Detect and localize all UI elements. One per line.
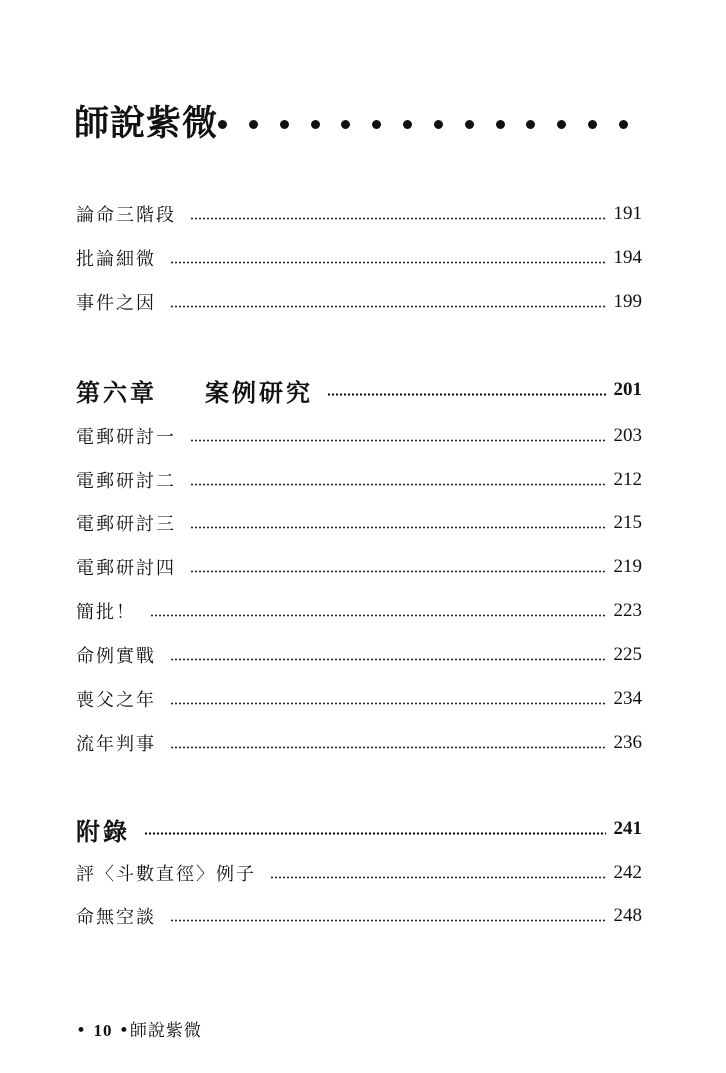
toc-entry-title: 論命三階段 (76, 205, 176, 226)
toc-entry-title: 事件之因 (76, 293, 156, 314)
toc-entry-title: 電郵研討四 (76, 558, 176, 579)
dot-leader (190, 483, 606, 486)
toc-entry (76, 244, 642, 272)
leader-dot (526, 120, 535, 129)
chapter-name: 案例研究 (205, 377, 313, 407)
dot-leader (190, 526, 606, 529)
dot-leader (190, 570, 606, 573)
appendix-heading (76, 815, 642, 846)
chapter-heading (76, 376, 642, 407)
leader-dot (557, 120, 566, 129)
leader-dot (311, 120, 320, 129)
toc-entry-page: 219 (613, 556, 642, 577)
leader-dot (434, 120, 443, 129)
leader-dot (465, 120, 474, 129)
chapter-title (76, 373, 327, 408)
dot-leader (170, 305, 606, 308)
toc-entry-page: 236 (613, 732, 642, 753)
dot-leader (170, 746, 606, 749)
toc-entry (76, 200, 642, 228)
footer-book-title: 師說紫微 (129, 1021, 202, 1041)
footer-bullet: • (76, 1021, 88, 1041)
toc-entry-title: 評〈斗數直徑〉例子 (76, 864, 256, 885)
appendix-title: 附錄 (76, 816, 130, 846)
toc-entry-page: 199 (613, 291, 642, 312)
dot-leader (327, 393, 606, 396)
toc-entry (76, 597, 642, 625)
toc-entry-page: 223 (613, 600, 642, 621)
leader-dot (588, 120, 597, 129)
toc-entry-title: 批論細微 (76, 249, 156, 270)
toc-entry-title: 電郵研討三 (76, 514, 176, 535)
title-dot-leader (218, 104, 628, 144)
dot-leader (144, 832, 606, 835)
toc-entry (76, 422, 642, 450)
toc-entry-title: 流年判事 (76, 734, 156, 755)
leader-dot (403, 120, 412, 129)
leader-dot (619, 120, 628, 129)
dot-leader (190, 439, 606, 442)
toc-entry-page: 191 (613, 203, 642, 224)
dot-leader (190, 217, 606, 220)
toc-entry (76, 641, 642, 669)
toc-entry-title: 電郵研討二 (76, 471, 176, 492)
toc-entry-page: 212 (613, 469, 642, 490)
toc-entry-title: 電郵研討一 (76, 427, 176, 448)
dot-leader (170, 919, 606, 922)
toc-entry (76, 553, 642, 581)
toc-entry-title: 喪父之年 (76, 690, 156, 711)
toc-entry (76, 685, 642, 713)
toc-entry-page: 234 (613, 688, 642, 709)
dot-leader (170, 702, 606, 705)
chapter-page: 201 (613, 379, 642, 400)
leader-dot (280, 120, 289, 129)
toc-entry-page: 225 (613, 644, 642, 665)
toc-entry (76, 902, 642, 930)
leader-dot (496, 120, 505, 129)
toc-entry (76, 466, 642, 494)
dot-leader (170, 658, 606, 661)
toc-entry (76, 859, 642, 887)
leader-dot (341, 120, 350, 129)
leader-dot (372, 120, 381, 129)
toc-entry-title: 命無空談 (76, 907, 156, 928)
toc-entry (76, 509, 642, 537)
leader-dot (218, 120, 227, 129)
toc-entry (76, 288, 642, 316)
page-footer (76, 1016, 202, 1041)
chapter-number: 第六章 (76, 377, 157, 407)
toc-entry-page: 215 (613, 512, 642, 533)
page-title: 師說紫微 (74, 103, 219, 144)
toc-entry-page: 242 (613, 862, 642, 883)
toc-entry-page: 194 (613, 247, 642, 268)
toc-entry-page: 248 (613, 905, 642, 926)
dot-leader (150, 614, 606, 617)
toc-entry-title: 命例實戰 (76, 646, 156, 667)
footer-bullet: • (118, 1021, 130, 1041)
toc-entry (76, 729, 642, 757)
dot-leader (170, 261, 606, 264)
footer-page-number: 10 (93, 1021, 113, 1040)
appendix-page: 241 (613, 818, 642, 839)
toc-entry-title: 簡批！ (76, 602, 136, 623)
leader-dot (249, 120, 258, 129)
dot-leader (270, 876, 606, 879)
toc-entry-page: 203 (613, 425, 642, 446)
